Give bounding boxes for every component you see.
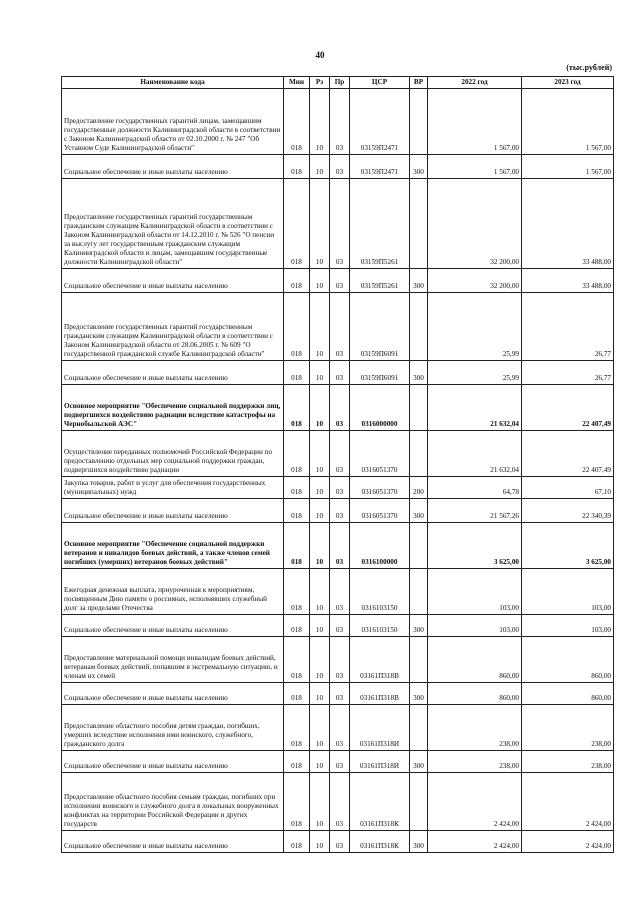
cell-rz: 10	[310, 293, 330, 361]
table-row	[62, 293, 614, 361]
cell-rz: 10	[310, 155, 330, 179]
cell-pr: 03	[330, 269, 350, 293]
cell-2023: 33 488,00	[522, 269, 614, 293]
cell-pr: 03	[330, 751, 350, 773]
cell-pr: 03	[330, 155, 350, 179]
table-row	[62, 615, 614, 637]
cell-2023: 33 488,00	[522, 179, 614, 269]
cell-2023: 22 407,49	[522, 385, 614, 431]
cell-pr: 03	[330, 293, 350, 361]
cell-vr	[410, 89, 428, 155]
cell-vr	[410, 637, 428, 683]
cell-vr: 300	[410, 831, 428, 853]
table-row	[62, 89, 614, 155]
table-row	[62, 773, 614, 831]
cell-2022: 25,99	[428, 293, 522, 361]
cell-min: 018	[284, 361, 310, 385]
cell-2022: 2 424,00	[428, 831, 522, 853]
cell-rz: 10	[310, 431, 330, 477]
cell-2022: 860,00	[428, 637, 522, 683]
cell-2023: 238,00	[522, 705, 614, 751]
cell-vr	[410, 569, 428, 615]
cell-name: Ежегодная денежная выплата, приуроченная к мероприятиям, посвященным Дню памяти о россиянах, исполнявших служебный долг за пределами Отечества	[62, 569, 284, 615]
cell-csr: 0316100000	[350, 523, 410, 569]
cell-vr	[410, 179, 428, 269]
cell-min: 018	[284, 431, 310, 477]
cell-csr: 03159П2471	[350, 155, 410, 179]
cell-2022: 64,78	[428, 477, 522, 499]
cell-vr: 300	[410, 155, 428, 179]
header-2022: 2022 год	[428, 77, 522, 89]
cell-2023: 103,00	[522, 569, 614, 615]
table-row	[62, 569, 614, 615]
cell-rz: 10	[310, 89, 330, 155]
header-name: Наименование кода	[62, 77, 284, 89]
cell-name: Предоставление государственных гарантий лицам, замещавшим государственные должности Калининградской области в соответствии с Законом Калининградской области от 02.10.2000 г. № 247 "Об Уставном Суде Калининградской области"	[62, 89, 284, 155]
cell-pr: 03	[330, 385, 350, 431]
cell-csr: 0316000000	[350, 385, 410, 431]
cell-csr: 0316051370	[350, 431, 410, 477]
cell-name: Предоставление материальной помощи инвалидам боевых действий, ветеранам боевых действий, попавшим в экстремальную ситуацию, и членам их семей	[62, 637, 284, 683]
cell-2022: 103,00	[428, 569, 522, 615]
cell-name: Предоставление областного пособия семьям граждан, погибших при исполнении воинского и служебного долга в локальных вооруженных конфликтах на территории Российской Федерации и других государств	[62, 773, 284, 831]
table-row	[62, 155, 614, 179]
cell-2022: 1 567,00	[428, 89, 522, 155]
cell-name: Социальное обеспечение и иные выплаты населению	[62, 499, 284, 523]
cell-min: 018	[284, 293, 310, 361]
cell-csr: 03159П6091	[350, 361, 410, 385]
cell-2023: 1 567,00	[522, 155, 614, 179]
cell-name: Осуществление переданных полномочий Российской Федерации по предоставлению отдельных мер социальной поддержки граждан, подвергшихся воздействию радиации	[62, 431, 284, 477]
cell-csr: 0316103150	[350, 569, 410, 615]
cell-2023: 1 567,00	[522, 89, 614, 155]
cell-min: 018	[284, 705, 310, 751]
cell-2023: 22 340,39	[522, 499, 614, 523]
cell-rz: 10	[310, 831, 330, 853]
table-header-row	[62, 77, 614, 89]
cell-pr: 03	[330, 179, 350, 269]
cell-rz: 10	[310, 477, 330, 499]
cell-rz: 10	[310, 637, 330, 683]
cell-vr	[410, 705, 428, 751]
cell-min: 018	[284, 683, 310, 705]
table-row	[62, 751, 614, 773]
cell-pr: 03	[330, 431, 350, 477]
cell-2022: 103,00	[428, 615, 522, 637]
cell-min: 018	[284, 385, 310, 431]
cell-vr	[410, 773, 428, 831]
cell-csr: 03161П318И	[350, 705, 410, 751]
cell-vr: 300	[410, 361, 428, 385]
cell-vr	[410, 523, 428, 569]
cell-2022: 238,00	[428, 705, 522, 751]
cell-pr: 03	[330, 615, 350, 637]
cell-vr	[410, 385, 428, 431]
cell-rz: 10	[310, 683, 330, 705]
cell-pr: 03	[330, 477, 350, 499]
header-2023: 2023 год	[522, 77, 614, 89]
cell-vr: 300	[410, 269, 428, 293]
cell-csr: 0316051370	[350, 499, 410, 523]
header-min: Мин	[284, 77, 310, 89]
table-row	[62, 431, 614, 477]
cell-pr: 03	[330, 637, 350, 683]
cell-2022: 238,00	[428, 751, 522, 773]
cell-pr: 03	[330, 831, 350, 853]
cell-csr: 03159П6091	[350, 293, 410, 361]
cell-2023: 2 424,00	[522, 773, 614, 831]
cell-pr: 03	[330, 705, 350, 751]
cell-vr	[410, 293, 428, 361]
cell-rz: 10	[310, 179, 330, 269]
cell-name: Социальное обеспечение и иные выплаты населению	[62, 615, 284, 637]
cell-name: Закупка товаров, работ и услуг для обеспечения государственных (муниципальных) нужд	[62, 477, 284, 499]
table-row	[62, 499, 614, 523]
cell-vr	[410, 431, 428, 477]
cell-2023: 26,77	[522, 293, 614, 361]
cell-pr: 03	[330, 361, 350, 385]
cell-vr: 300	[410, 499, 428, 523]
cell-2022: 860,00	[428, 683, 522, 705]
cell-2023: 103,00	[522, 615, 614, 637]
cell-2023: 238,00	[522, 751, 614, 773]
table-row	[62, 179, 614, 269]
table-row	[62, 361, 614, 385]
cell-csr: 03161П318И	[350, 751, 410, 773]
cell-2022: 32 200,00	[428, 269, 522, 293]
table-row	[62, 683, 614, 705]
cell-csr: 03161П318В	[350, 683, 410, 705]
cell-csr: 03159П2471	[350, 89, 410, 155]
cell-name: Социальное обеспечение и иные выплаты населению	[62, 683, 284, 705]
units-label: (тыс.рублей)	[566, 63, 612, 72]
cell-2022: 1 567,00	[428, 155, 522, 179]
cell-2023: 2 424,00	[522, 831, 614, 853]
cell-vr: 300	[410, 751, 428, 773]
table-row	[62, 523, 614, 569]
header-pr: Пр	[330, 77, 350, 89]
cell-min: 018	[284, 269, 310, 293]
cell-min: 018	[284, 637, 310, 683]
cell-name: Основное мероприятие "Обеспечение социальной поддержки лиц, подвергшихся воздействию радиации вследствие катастрофы на Чернобыльской АЭС"	[62, 385, 284, 431]
cell-name: Социальное обеспечение и иные выплаты населению	[62, 155, 284, 179]
cell-2022: 21 632,04	[428, 385, 522, 431]
cell-2023: 860,00	[522, 637, 614, 683]
cell-csr: 03159П5261	[350, 179, 410, 269]
cell-2023: 860,00	[522, 683, 614, 705]
header-rz: Рз	[310, 77, 330, 89]
cell-vr: 200	[410, 477, 428, 499]
cell-2023: 26,77	[522, 361, 614, 385]
cell-csr: 03161П318К	[350, 773, 410, 831]
cell-rz: 10	[310, 751, 330, 773]
cell-vr: 300	[410, 683, 428, 705]
table-row	[62, 385, 614, 431]
cell-2023: 3 625,00	[522, 523, 614, 569]
cell-2022: 21 567,26	[428, 499, 522, 523]
cell-pr: 03	[330, 773, 350, 831]
table-row	[62, 637, 614, 683]
cell-rz: 10	[310, 773, 330, 831]
cell-csr: 03161П318В	[350, 637, 410, 683]
cell-rz: 10	[310, 361, 330, 385]
table-body	[62, 89, 614, 853]
cell-csr: 0316103150	[350, 615, 410, 637]
cell-min: 018	[284, 155, 310, 179]
cell-pr: 03	[330, 523, 350, 569]
cell-min: 018	[284, 831, 310, 853]
table-row	[62, 705, 614, 751]
cell-rz: 10	[310, 385, 330, 431]
cell-rz: 10	[310, 499, 330, 523]
cell-pr: 03	[330, 89, 350, 155]
cell-min: 018	[284, 615, 310, 637]
cell-name: Социальное обеспечение и иные выплаты населению	[62, 831, 284, 853]
cell-name: Предоставление государственных гарантий государственным гражданским служащим Калининградской области в соответствии с Законом Калининградской области от 28.06.2005 г. № 609 "О государственной гражданской службе Калининградской области"	[62, 293, 284, 361]
cell-2022: 3 625,00	[428, 523, 522, 569]
cell-name: Социальное обеспечение и иные выплаты населению	[62, 269, 284, 293]
header-csr: ЦСР	[350, 77, 410, 89]
header-vr: ВР	[410, 77, 428, 89]
cell-min: 018	[284, 751, 310, 773]
cell-name: Социальное обеспечение и иные выплаты населению	[62, 361, 284, 385]
budget-table	[61, 76, 614, 853]
cell-pr: 03	[330, 499, 350, 523]
cell-min: 018	[284, 499, 310, 523]
cell-rz: 10	[310, 615, 330, 637]
table-row	[62, 269, 614, 293]
cell-name: Основное мероприятие "Обеспечение социальной поддержки ветеранов и инвалидов боевых действий, а также членов семей погибших (умерших) ветеранов боевых действий"	[62, 523, 284, 569]
cell-csr: 03161П318К	[350, 831, 410, 853]
cell-rz: 10	[310, 705, 330, 751]
page-number: 40	[315, 50, 325, 60]
cell-pr: 03	[330, 569, 350, 615]
cell-2022: 25,99	[428, 361, 522, 385]
cell-2022: 21 632,04	[428, 431, 522, 477]
cell-2023: 22 407,49	[522, 431, 614, 477]
cell-rz: 10	[310, 269, 330, 293]
cell-rz: 10	[310, 523, 330, 569]
cell-min: 018	[284, 569, 310, 615]
cell-csr: 03159П5261	[350, 269, 410, 293]
cell-vr: 300	[410, 615, 428, 637]
cell-2022: 2 424,00	[428, 773, 522, 831]
cell-2023: 67,10	[522, 477, 614, 499]
cell-min: 018	[284, 179, 310, 269]
cell-csr: 0316051370	[350, 477, 410, 499]
cell-min: 018	[284, 477, 310, 499]
table-row	[62, 831, 614, 853]
cell-min: 018	[284, 773, 310, 831]
cell-pr: 03	[330, 683, 350, 705]
cell-min: 018	[284, 89, 310, 155]
cell-2022: 32 200,00	[428, 179, 522, 269]
cell-name: Социальное обеспечение и иные выплаты населению	[62, 751, 284, 773]
cell-name: Предоставление государственных гарантий государственным гражданским служащим Калининградской области в соответствии с Законом Калининградской области от 14.12.2010 г. № 526 "О пенсии за выслугу лет государственным гражданским служащим Калининградской области и лицам, замещавшим государственные должности Калининградской области"	[62, 179, 284, 269]
cell-rz: 10	[310, 569, 330, 615]
cell-min: 018	[284, 523, 310, 569]
table-row	[62, 477, 614, 499]
cell-name: Предоставление областного пособия детям граждан, погибших, умерших вследствие исполнения ими воинского, служебного, гражданского долга	[62, 705, 284, 751]
